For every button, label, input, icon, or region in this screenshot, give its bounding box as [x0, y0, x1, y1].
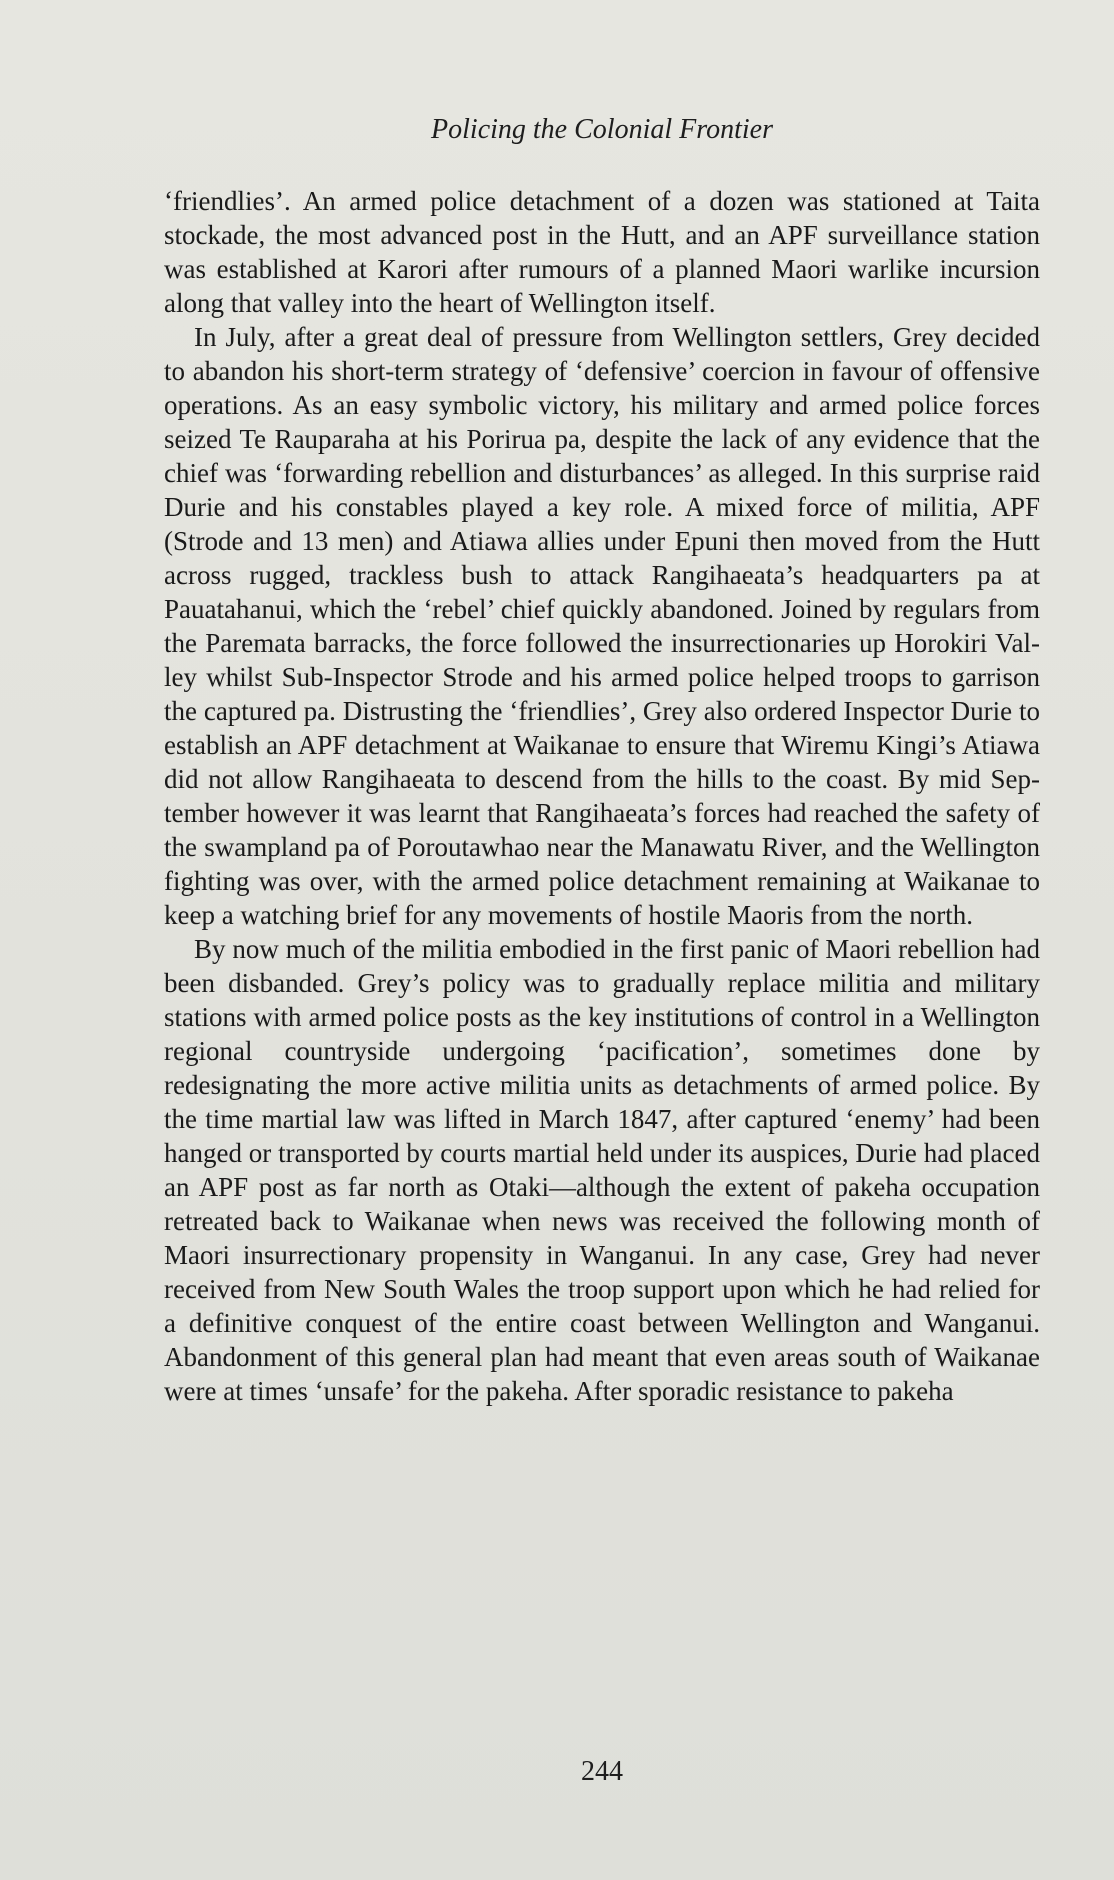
paragraph-2: In July, after a great deal of pressure from Wellington settlers, Grey decided to abandon his short-term strategy of ‘defensive’ coercion in favour of offensive operations. As an easy symbolic victory, his military and armed police forces seized Te Rauparaha at his Porirua pa, despite the lack of any evidence that the chief was ‘forwarding rebellion and disturbances’ as alleged. In this surprise raid Durie and his constables played a key role. A mixed force of militia, APF (Strode and 13 men) and Atiawa allies under Epuni then moved from the Hutt across rugged, trackless bush to attack Rangihaeata’s headquarters pa at Pauatahanui, which the ‘rebel’ chief quickly abandoned. Joined by regulars from the Paremata barracks, the force followed the insurrectionaries up Horokiri Valley whilst Sub-Inspector Strode and his armed police helped troops to garrison the captured pa. Distrusting the ‘friendlies’, Grey also ordered Inspector Durie to establish an APF detachment at Waikanae to ensure that Wiremu Kingi’s Atiawa did not allow Rangihaeata to descend from the hills to the coast. By mid September however it was learnt that Rangihaeata’s forces had reached the safety of the swampland pa of Poroutawhao near the Manawatu River, and the Wellington fighting was over, with the armed police detachment remaining at Waikanae to keep a watching brief for any movements of hostile Maoris from the north. — [164, 322, 1040, 930]
running-head: Policing the Colonial Frontier — [431, 114, 773, 145]
paragraph-1: ‘friendlies’. An armed police detachment of a dozen was stationed at Taita stockade, the most advanced post in the Hutt, and an APF surveillance station was established at Karori after rumours of a planned Maori warlike incursion along that valley into the heart of Wellington itself. — [164, 186, 1040, 318]
page-number: 244 — [581, 1756, 623, 1787]
paragraph-3: By now much of the militia embodied in the first panic of Maori rebellion had been disbanded. Grey’s policy was to gradually replace militia and military stations with armed police posts as the key institutions of control in a Wellington regional countryside undergoing ‘pacification’, sometimes done by redesignating the more active militia units as detachments of armed police. By the time martial law was lifted in March 1847, after captured ‘enemy’ had been hanged or transported by courts martial held under its auspices, Durie had placed an APF post as far north as Otaki—although the extent of pakeha occupation retreated back to Waikanae when news was received the following month of Maori insurrectionary propensity in Wanganui. In any case, Grey had never received from New South Wales the troop support upon which he had relied for a definitive conquest of the entire coast between Wellington and Wanganui. Abandonment of this general plan had meant that even areas south of Waikanae were at times ‘unsafe’ for the pakeha. After sporadic resistance to pakeha — [164, 934, 1040, 1406]
body-text — [164, 184, 1040, 1408]
